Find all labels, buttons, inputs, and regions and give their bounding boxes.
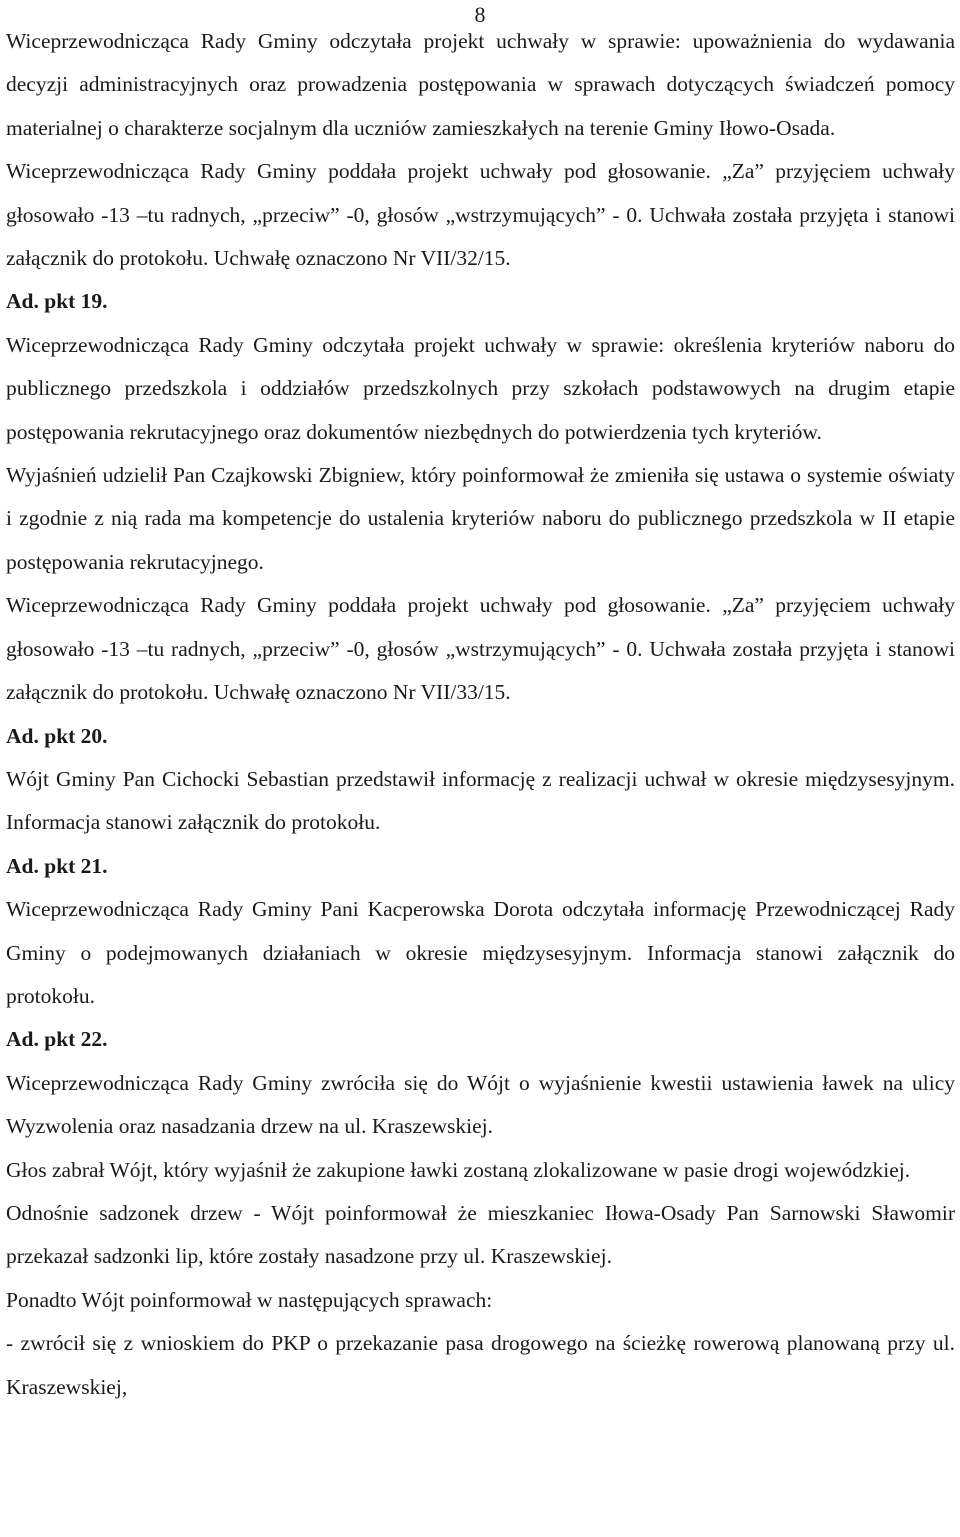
paragraph-chair-info: Wiceprzewodnicząca Rady Gminy Pani Kacperowska Dorota odczytała informację Przewodniczącej Rady Gminy o podejmowanych działaniach w okresie międzysesyjnym. Informacja stanowi załącznik do protokołu. bbox=[6, 897, 955, 1008]
paragraph-resolution-upowaznienie: Wiceprzewodnicząca Rady Gminy odczytała projekt uchwały w sprawie: upoważnienia do wydawania decyzji administracyjnych oraz prowadzenia postępowania w sprawach dotyczących świadczeń pomocy materialnej o charakterze socjalnym dla uczniów zamieszkałych na terenie Gminy Iłowo-Osada. bbox=[6, 29, 955, 140]
heading-ad-pkt-22: Ad. pkt 22. bbox=[6, 1027, 108, 1052]
document-body bbox=[6, 20, 955, 1409]
paragraph-wojt-report: Wójt Gminy Pan Cichocki Sebastian przedstawił informację z realizacji uchwał w okresie międzysesyjnym. Informacja stanowi załącznik do protokołu. bbox=[6, 766, 955, 835]
page-number: 8 bbox=[474, 2, 486, 27]
paragraph-trees-answer: Odnośnie sadzonek drzew - Wójt poinformował że mieszkaniec Iłowa-Osady Pan Sarnowski Sławomir przekazał sadzonki lip, które zostały nasadzone przy ul. Kraszewskiej. bbox=[6, 1200, 955, 1269]
paragraph-vote-resolution-33: Wiceprzewodnicząca Rady Gminy poddała projekt uchwały pod głosowanie. „Za” przyjęciem uchwały głosowało -13 –tu radnych, „przeciw” -0, głosów „wstrzymujących” - 0. Uchwała została przyjęta i stanowi załącznik do protokołu. Uchwałę oznaczono Nr VII/33/15. bbox=[6, 593, 955, 705]
heading-ad-pkt-21: Ad. pkt 21. bbox=[6, 853, 108, 878]
paragraph-benches-question: Wiceprzewodnicząca Rady Gminy zwróciła się do Wójt o wyjaśnienie kwestii ustawienia ławek na ulicy Wyzwolenia oraz nasadzania drzew na ul. Kraszewskiej. bbox=[6, 1070, 955, 1139]
list-item-pkp-request: - zwrócił się z wnioskiem do PKP o przekazanie pasa drogowego na ścieżkę rowerową planowaną przy ul. Kraszewskiej, bbox=[6, 1331, 955, 1399]
paragraph-explanation-czajkowski: Wyjaśnień udzielił Pan Czajkowski Zbigniew, który poinformował że zmieniła się ustawa o systemie oświaty i zgodnie z nią rada ma kompetencje do ustalenia kryteriów naboru do publicznego przedszkola w II etapie postępowania rekrutacyjnego. bbox=[6, 463, 955, 574]
heading-ad-pkt-19: Ad. pkt 19. bbox=[6, 289, 108, 314]
paragraph-vote-resolution-32: Wiceprzewodnicząca Rady Gminy poddała projekt uchwały pod głosowanie. „Za” przyjęciem uchwały głosowało -13 –tu radnych, „przeciw” -0, głosów „wstrzymujących” - 0. Uchwała została przyjęta i stanowi załącznik do protokołu. Uchwałę oznaczono Nr VII/32/15. bbox=[6, 159, 955, 271]
paragraph-benches-answer: Głos zabrał Wójt, który wyjaśnił że zakupione ławki zostaną zlokalizowane w pasie drogi wojewódzkiej. bbox=[6, 1157, 911, 1182]
paragraph-resolution-kryteria: Wiceprzewodnicząca Rady Gminy odczytała projekt uchwały w sprawie: określenia kryteriów naboru do publicznego przedszkola i oddziałów przedszkolnych przy szkołach podstawowych na drugim etapie postępowania rekrutacyjnego oraz dokumentów niezbędnych do potwierdzenia tych kryteriów. bbox=[6, 332, 955, 444]
paragraph-wojt-matters-intro: Ponadto Wójt poinformował w następujących sprawach: bbox=[6, 1287, 493, 1312]
heading-ad-pkt-20: Ad. pkt 20. bbox=[6, 723, 108, 748]
